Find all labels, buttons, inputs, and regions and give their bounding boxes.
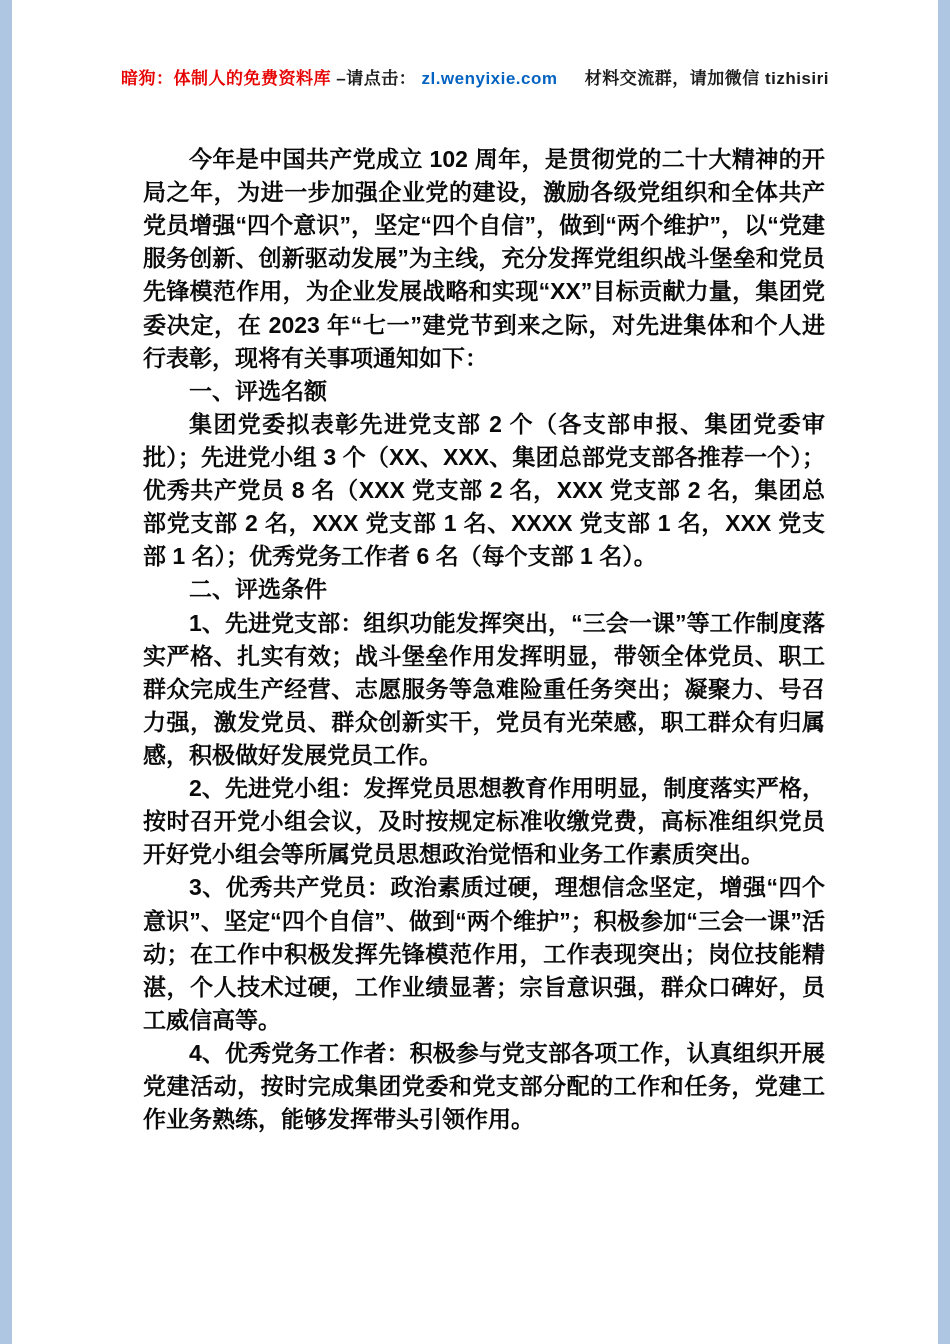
paragraph-criteria-3: 3、优秀共产党员：政治素质过硬，理想信念坚定，增强“四个意识”、坚定“四个自信”、做到“两个维护”；积极参加“三会一课”活动；在工作中积极发挥先锋模范作用，工作表现突出；岗位技能精湛，个人技术过硬，工作业绩显著；宗旨意识强，群众口碑好，员工威信高等。 bbox=[143, 874, 825, 1033]
document-body bbox=[143, 143, 825, 1136]
paragraph-intro: 今年是中国共产党成立 102 周年，是贯彻党的二十大精神的开局之年，为进一步加强企业党的建设，激励各级党组织和全体共产党员增强“四个意识”，坚定“四个自信”，做到“两个维护”，以“党建服务创新、创新驱动发展”为主线，充分发挥党组织战斗堡垒和党员先锋模范作用，为企业发展战略和实现“XX”目标贡献力量，集团党委决定，在 2023 年“七一”建党节到来之际，对先进集体和个人进行表彰，现将有关事项通知如下： bbox=[143, 146, 825, 371]
promo-suffix: 材料交流群，请加微信 tizhisiri bbox=[584, 69, 829, 88]
promo-click-prefix: –请点击： bbox=[336, 69, 417, 88]
promo-header bbox=[0, 0, 950, 89]
promo-link[interactable]: zl.wenyixie.com bbox=[421, 69, 558, 88]
right-edge-border bbox=[938, 0, 950, 1344]
section-heading-criteria: 二、评选条件 bbox=[189, 576, 327, 603]
paragraph-quota: 集团党委拟表彰先进党支部 2 个（各支部申报、集团党委审批）；先进党小组 3 个（XX、XXX、集团总部党支部各推荐一个）；优秀共产党员 8 名（XXX 党支部 2 名，XXX 党支部 2 名，集团总部党支部 2 名，XXX 党支部 1 名、XXXX 党支部 1 名，XXX 党支部 1 名）；优秀党务工作者 6 名（每个支部 1 名）。 bbox=[143, 410, 825, 570]
paragraph-criteria-2: 2、先进党小组：发挥党员思想教育作用明显，制度落实严格，按时召开党小组会议，及时按规定标准收缴党费，高标准组织党员开好党小组会等所属党员思想政治觉悟和业务工作素质突出。 bbox=[143, 775, 825, 868]
left-edge-border bbox=[0, 0, 12, 1344]
paragraph-criteria-1: 1、先进党支部：组织功能发挥突出，“三会一课”等工作制度落实严格、扎实有效；战斗堡垒作用发挥明显，带领全体党员、职工群众完成生产经营、志愿服务等急难险重任务突出；凝聚力、号召力强，激发党员、群众创新实干，党员有光荣感，职工群众有归属感，积极做好发展党员工作。 bbox=[143, 609, 825, 768]
section-heading-quota: 一、评选名额 bbox=[189, 377, 327, 404]
paragraph-criteria-4: 4、优秀党务工作者：积极参与党支部各项工作，认真组织开展党建活动，按时完成集团党委和党支部分配的工作和任务，党建工作业务熟练，能够发挥带头引领作用。 bbox=[143, 1039, 825, 1133]
promo-site-name: 暗狗：体制人的免费资料库 bbox=[121, 69, 332, 88]
